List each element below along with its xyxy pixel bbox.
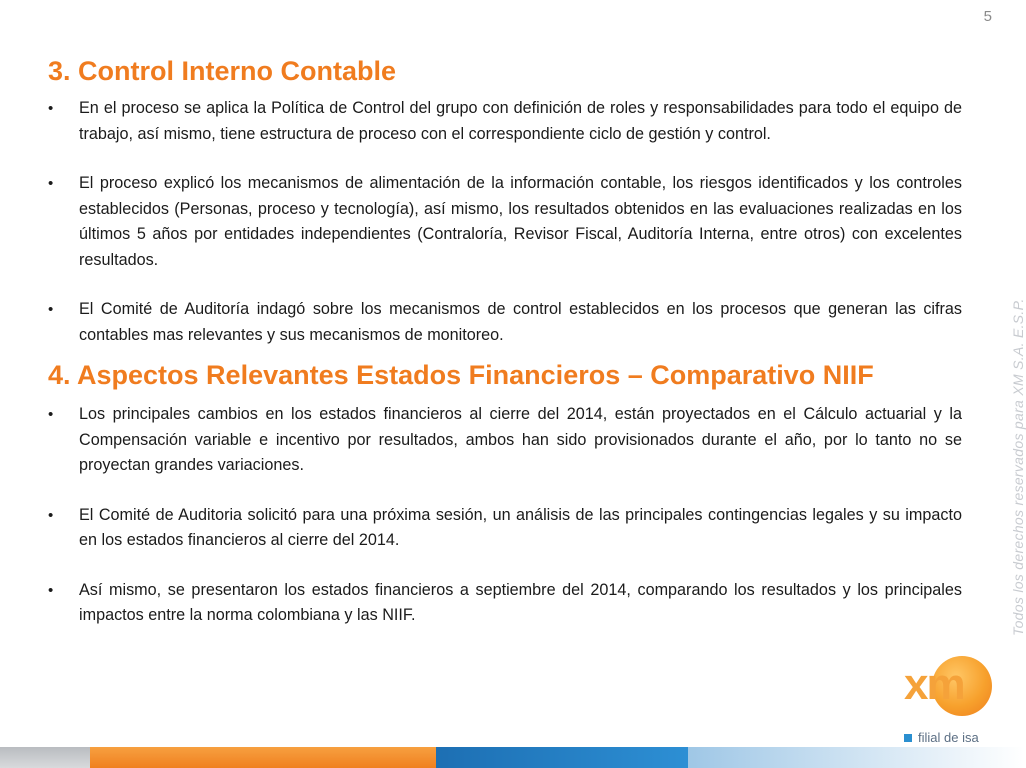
footer-bar-gray [0,747,90,768]
slide-content [48,54,962,629]
logo-wordmark: xm [904,660,964,709]
bullet-icon: • [48,581,54,599]
logo-tagline [904,730,979,745]
page-number: 5 [983,8,992,25]
section-title-control-interno: 3. Control Interno Contable [48,56,396,86]
copyright-vertical-text: Todos los derechos reservados para XM S.A. E.S.P. [1010,298,1026,636]
bullet-text: El proceso explicó los mecanismos de alimentación de la información contable, los riesgos identificados y los controles establecidos (Personas, proceso y tecnología), así mismo, los resultados obtenidos en las evaluaciones realizadas en los últimos 5 años por entidades independientes (Contraloría, Revisor Fiscal, Auditoría Interna, entre otros) con excelentes resultados. [79,174,962,269]
bullet-text: El Comité de Auditoría indagó sobre los mecanismos de control establecidos en los procesos que generan las cifras contables mas relevantes y sus mecanismos de monitoreo. [79,300,962,344]
bullet-item [48,402,962,479]
bullet-item [48,503,962,554]
footer-bar-fade [688,747,1024,768]
bullet-text: Así mismo, se presentaron los estados financieros a septiembre del 2014, comparando los resultados y los principales impactos entre la norma colombiana y las NIIF. [79,580,962,624]
bullet-icon: • [48,301,54,318]
bullet-icon: • [48,175,54,192]
bullet-item [48,578,962,629]
bullet-text: Los principales cambios en los estados financieros al cierre del 2014, están proyectados en el Cálculo actuarial y la Compensación variable e incentivo por resultados, ambos han sido provisionados durante el año, por lo tanto no se proyectan grandes variaciones. [79,405,962,474]
footer-bar-orange [90,747,436,768]
bullet-icon: • [48,406,54,423]
bullet-icon: • [48,100,54,117]
bullet-text: En el proceso se aplica la Política de Control del grupo con definición de roles y responsabilidades para todo el equipo de trabajo, así mismo, tiene estructura de proceso con el correspondiente ciclo de gestión y control. [79,99,962,143]
footer-bar-blue [436,747,688,768]
section2-bullet-list [48,402,962,629]
square-icon [904,734,912,742]
bullet-item [48,297,962,348]
xm-logo [896,654,1008,754]
section-title-aspectos-relevantes: 4. Aspectos Relevantes Estados Financieros – Comparativo NIIF [48,360,874,390]
footer-color-bar [0,747,1024,768]
logo-tagline-text: filial de isa [918,730,979,745]
bullet-icon: • [48,506,54,524]
bullet-item [48,171,962,273]
section1-bullet-list [48,96,962,348]
bullet-item [48,96,962,147]
bullet-text: El Comité de Auditoria solicitó para una próxima sesión, un análisis de las principales contingencias legales y su impacto en los estados financieros al cierre del 2014. [79,505,962,549]
